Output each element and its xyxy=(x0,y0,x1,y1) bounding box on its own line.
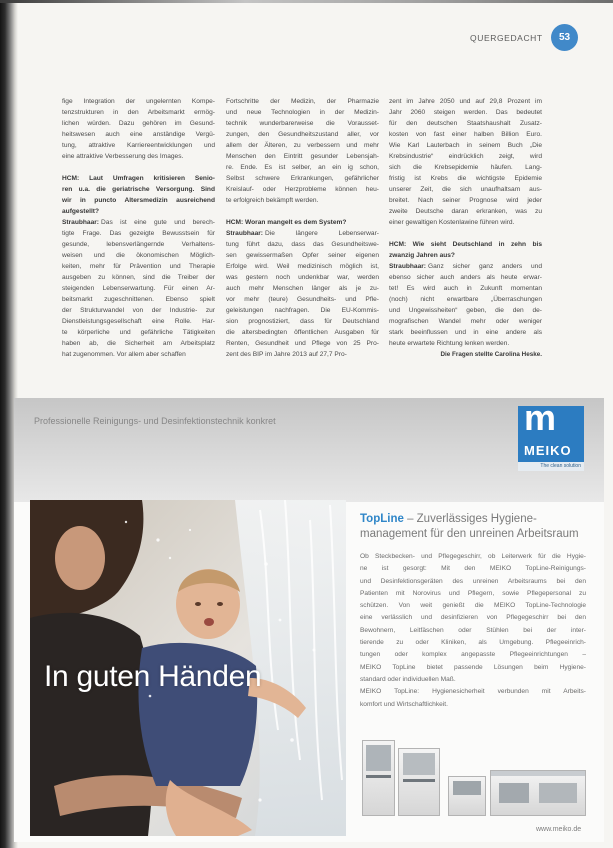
line-text: der Strukturwandel von der Industrie- zur xyxy=(62,307,215,314)
speaker-label: Straubhaar: xyxy=(389,263,427,270)
text-line xyxy=(389,151,542,162)
text-line: komfort und Wirtschaftlichkeit. xyxy=(360,700,448,708)
line-text: ren u.a. die geriatrische Versorgung. Sind xyxy=(62,186,215,193)
text-line xyxy=(62,250,215,261)
line-text: und neue Technologien in der Medizin- xyxy=(226,109,379,116)
ad-body-text xyxy=(360,551,586,711)
text-line xyxy=(226,118,379,129)
text-line xyxy=(226,338,379,349)
baby-eye xyxy=(217,602,223,606)
product-door xyxy=(403,753,435,775)
text-line xyxy=(389,349,542,360)
text-line xyxy=(62,184,215,195)
line-text: heitswesen auch eine anständige Vergü- xyxy=(62,131,215,138)
line-text: allem der Älteren, zu verbessern und mehr xyxy=(226,142,379,149)
line-text: Ganz sicher ganz anders und xyxy=(428,263,542,270)
page-number-badge: 53 xyxy=(551,24,578,51)
line-text: und Ungewissheiten“ geben, die den de- xyxy=(389,307,542,314)
ad-header-band xyxy=(14,398,604,502)
product-door xyxy=(499,783,529,803)
line-text: lichen würden. Dazu gehören im Gesund- xyxy=(62,120,215,127)
line-text: die altersbedingten öffentlichen Ausgaben für xyxy=(226,329,379,336)
text-line xyxy=(226,96,379,107)
text-line xyxy=(226,107,379,118)
text-line xyxy=(62,349,215,360)
line-text: zweite Deutsche daran erkranken, was zu xyxy=(389,208,542,215)
text-line xyxy=(226,272,379,283)
photo-caption: In guten Händen xyxy=(44,660,262,693)
line-text: Wie Karl Lauterbach in seinem Buch „Die xyxy=(389,142,542,149)
text-line xyxy=(389,327,542,338)
logo-tagline: The clean solution xyxy=(518,462,584,471)
line-text: Renten, Gesundheit und Pflege von 25 Pro- xyxy=(226,340,379,347)
product-bedpan-washer xyxy=(398,748,440,816)
line-text: technik wunderbarerweise die Vorausset- xyxy=(226,120,379,127)
line-text: te körperliche und gefährliche Tätigkeiten xyxy=(62,329,215,336)
line-text: fige Integration der ungelernten Kompe- xyxy=(62,98,215,105)
line-text: unserer Zeit, die sich unaufhaltsam aus- xyxy=(389,186,542,193)
line-text: Jahr 2060 steigen werden. Das bedeutet xyxy=(389,109,542,116)
answer-block xyxy=(62,217,215,360)
text-line xyxy=(226,294,379,305)
ad-paragraph xyxy=(360,551,586,686)
line-text: tung führt dazu, dass das Gesundheitswe- xyxy=(226,241,379,248)
text-line xyxy=(389,305,542,316)
text-line: Ob Steckbecken- und Pflegegeschirr, ob Leiterwerk für die Hygie- xyxy=(360,553,586,560)
section-label: QUERGEDACHT xyxy=(470,33,543,43)
line-text: tigte Frage. Das gezeigte Bewusstsein für xyxy=(62,230,215,237)
text-line xyxy=(62,283,215,294)
text-line: MEIKO TopLine: Hygienesicherheit verbunden mit Arbeits- xyxy=(360,688,586,696)
text-line xyxy=(389,184,542,195)
text-line xyxy=(62,206,215,217)
text-line xyxy=(62,151,215,162)
credit-block xyxy=(389,349,542,360)
product-control-strip xyxy=(366,775,391,778)
product-workstation xyxy=(490,770,586,816)
line-text: zent im Jahre 2050 und auf 29,8 Prozent im xyxy=(389,98,542,105)
article-column-2 xyxy=(226,96,379,360)
text-line xyxy=(62,327,215,338)
line-text: Menschen den Eintritt gesunder Lebensjah- xyxy=(226,153,379,160)
text-line xyxy=(62,272,215,283)
article-column-3 xyxy=(389,96,542,360)
line-text: gesunde, lebensverlängernde Verhaltens- xyxy=(62,241,215,248)
baby-mouth xyxy=(204,618,214,626)
text-line xyxy=(389,217,542,228)
headline-text: – Zuverlässiges Hygiene- xyxy=(403,513,537,525)
text-line xyxy=(389,118,542,129)
line-text: zent des BIP im Jahre 2013 auf 27,7 Pro- xyxy=(226,351,347,358)
text-line xyxy=(226,151,379,162)
scan-top-edge xyxy=(0,0,613,3)
line-text: fristig ist Krebs die wichtigste Epidemie xyxy=(389,175,542,182)
line-text: haben ab, die Sicherheit am Arbeitsplatz xyxy=(62,340,215,347)
line-text: vor mehr (teure) Gesundheits- und Pfle- xyxy=(226,296,379,303)
line-text: Kreislauf- oder Herzprobleme können heu- xyxy=(226,186,379,193)
text-line xyxy=(226,173,379,184)
line-text: heute erwartete Richtung lenken werden. xyxy=(389,340,510,347)
line-text: steigenden Lebenserwartung. Für einen Ar- xyxy=(62,285,215,292)
line-text: Fortschritte der Medizin, der Pharmazie xyxy=(226,98,379,105)
line-text: was gestern noch undenkbar war, werden xyxy=(226,274,379,281)
text-line xyxy=(62,118,215,129)
text-line xyxy=(226,140,379,151)
speaker-label: Straubhaar: xyxy=(226,230,264,237)
line-text: auch mehr Menschen länger als je zu- xyxy=(226,285,379,292)
text-line: und Desinfektionsgeräten des unreinen Arbeitsraums bei den xyxy=(360,577,586,585)
text-line xyxy=(389,206,542,217)
text-line xyxy=(389,140,542,151)
product-door xyxy=(453,781,481,795)
line-text: tenzstrukturen in den Arbeitsmarkt ermög- xyxy=(62,109,215,116)
text-line: eine verlässlich und desinfizieren von Pflegegeschirr bei den xyxy=(360,614,586,622)
answer-block xyxy=(226,228,379,360)
text-line: standard oder individuellen Maß. xyxy=(360,675,456,683)
product-countertop xyxy=(491,771,585,776)
text-line xyxy=(62,217,215,228)
product-upper-unit xyxy=(366,745,391,771)
text-line: tungen oder komplex angepasste Pflegeeinrichtungen – xyxy=(360,651,586,659)
speaker-label: Straubhaar: xyxy=(62,219,100,226)
woman-face xyxy=(55,526,105,590)
headline-line-2: management für den unreinen Arbeitsraum xyxy=(360,528,579,540)
ad-band-text: Professionelle Reinigungs- und Desinfektionstechnik konkret xyxy=(34,416,276,426)
line-text: breitet. Nach seiner Prognose wird jeder xyxy=(389,197,542,204)
line-text: ausgeben zu können, sind die Treiber der xyxy=(62,274,215,281)
line-text: re. Ende. Es ist selber, an ein ig schon, xyxy=(226,164,379,171)
line-text: Erfolge wird. Weil medizinisch möglich ist, xyxy=(226,263,379,270)
line-text: Das ist eine gute und berech- xyxy=(101,219,215,226)
line-text: HCM: Wie sieht Deutschland in zehn bis xyxy=(389,241,542,248)
line-text: HCM: Laut Umfragen kritisieren Senio- xyxy=(62,175,215,182)
text-block xyxy=(62,96,215,162)
line-text: für den deutschen Staatshaushalt Zusatz- xyxy=(389,120,542,127)
line-text: geleistungen nachfragen. Die EU-Kommis- xyxy=(226,307,379,314)
text-line xyxy=(389,261,542,272)
text-line xyxy=(389,195,542,206)
text-line xyxy=(226,195,379,206)
text-line xyxy=(62,107,215,118)
ad-headline xyxy=(360,512,594,542)
text-line xyxy=(62,338,215,349)
text-line xyxy=(226,305,379,316)
text-line xyxy=(389,239,542,250)
line-text: zungen, den Gesundheitszustand aller, vor xyxy=(226,131,379,138)
line-text: Die längere Lebenserwar- xyxy=(265,230,379,237)
line-text: weisen und die ökonomischen Möglich- xyxy=(62,252,215,259)
line-text: HCM: Woran mangelt es dem System? xyxy=(226,219,347,226)
line-text: mografischen Wandel mehr oder weniger xyxy=(389,318,542,325)
line-text: sion prognostiziert, dass für Deutschland xyxy=(226,318,379,325)
text-line xyxy=(62,140,215,151)
text-line xyxy=(226,228,379,239)
text-block xyxy=(389,96,542,228)
line-text: einer gewaltigen Kostenlawine führen wird. xyxy=(389,219,515,226)
text-line: schützen. Von weit genießt die MEIKO TopLine-Technologie xyxy=(360,602,586,610)
line-text: aufgestellt? xyxy=(62,208,100,215)
ad-website: www.meiko.de xyxy=(536,826,582,833)
text-line xyxy=(226,162,379,173)
text-line xyxy=(226,283,379,294)
text-line xyxy=(226,250,379,261)
line-text: sen gewissermaßen Opfer seiner eigenen xyxy=(226,252,379,259)
line-text: stark beeinflussen und in eine andere als xyxy=(389,329,542,336)
line-text: Selbst schwere Erkrankungen, gefährlicher xyxy=(226,175,379,182)
text-line xyxy=(389,107,542,118)
text-line xyxy=(389,338,542,349)
headline-line-1 xyxy=(360,512,594,527)
question-block xyxy=(62,173,215,217)
text-line xyxy=(62,173,215,184)
text-line xyxy=(62,239,215,250)
text-line xyxy=(226,217,379,228)
text-line: tierende zu oder Kliniken, als Umgebung. Pflegeeinrich- xyxy=(360,639,586,647)
line-text: eine attraktive Verbesserung des Images. xyxy=(62,153,184,160)
text-line: Patienten mit Norovirus und Pflegern, sowie Pflegepersonal zu xyxy=(360,589,586,597)
line-text: Krebsindustrie“ eindrücklich zeigt, wird xyxy=(389,153,542,160)
logo-name: MEIKO xyxy=(524,443,572,458)
text-line xyxy=(62,96,215,107)
text-line: ne ist gesorgt: Mit den MEIKO TopLine-Reinigungs- xyxy=(360,565,586,573)
text-line: Bewohnern, Leitfäschen oder Stühlen bei der inter- xyxy=(360,626,586,634)
text-line xyxy=(226,349,379,360)
answer-block xyxy=(389,261,542,349)
product-door xyxy=(539,783,577,803)
text-line xyxy=(62,305,215,316)
product-compact-washer xyxy=(448,776,486,816)
text-line xyxy=(62,294,215,305)
text-line xyxy=(389,173,542,184)
text-line: MEIKO TopLine bietet passende Lösungen beim Hygiene- xyxy=(360,663,586,671)
line-text: sich die Krebsepidemie häufen. Lang- xyxy=(389,164,542,171)
text-line xyxy=(389,250,542,261)
line-text: Dienstleistungsgesellschaft eine Rolle. Har- xyxy=(62,318,215,325)
line-text: te erfolgreich bekämpft werden. xyxy=(226,197,319,204)
line-text: tet! Es wird auch in Zukunft momentan xyxy=(389,285,542,292)
text-line xyxy=(389,316,542,327)
text-line xyxy=(389,272,542,283)
product-control-strip xyxy=(403,779,435,782)
line-text: zwanzig Jahren aus? xyxy=(389,252,455,259)
question-block xyxy=(226,217,379,228)
article-column-1 xyxy=(62,96,215,360)
line-text: tung, attraktive Karriereentwicklungen und xyxy=(62,142,215,149)
meiko-logo xyxy=(518,406,584,462)
text-line xyxy=(62,129,215,140)
question-block xyxy=(389,239,542,261)
text-line xyxy=(226,327,379,338)
line-text: kosten von fast einer halben Billion Euro. xyxy=(389,131,542,138)
product-tall-washer xyxy=(362,740,395,816)
text-line xyxy=(226,261,379,272)
text-line xyxy=(62,228,215,239)
line-text: (noch) nicht erwartbare „Überraschungen xyxy=(389,296,542,303)
baby-eye xyxy=(195,602,201,606)
product-lineup xyxy=(360,738,588,818)
line-text: wir in puncto Altersmedizin ausreichend xyxy=(62,197,215,204)
text-line xyxy=(389,96,542,107)
brand-name: TopLine xyxy=(360,513,404,525)
text-line xyxy=(226,184,379,195)
text-line xyxy=(226,239,379,250)
text-line xyxy=(389,162,542,173)
text-line xyxy=(62,316,215,327)
logo-letter: m xyxy=(524,406,557,438)
text-line xyxy=(62,195,215,206)
line-text: Die Fragen stellte Carolina Heske. xyxy=(440,351,542,358)
text-line xyxy=(226,129,379,140)
line-text: hat zugenommen. Vor allem aber schaffen xyxy=(62,351,186,358)
text-line xyxy=(389,129,542,140)
text-line xyxy=(389,283,542,294)
text-line xyxy=(389,294,542,305)
text-line xyxy=(226,316,379,327)
line-text: keiten, mehr für Prävention und Therapie xyxy=(62,263,215,270)
line-text: beitsmarkt zugeschnittenen. Ebenso spielt xyxy=(62,296,215,303)
text-line xyxy=(62,261,215,272)
text-block xyxy=(226,96,379,206)
line-text: ebenso sicher auch anders als heute erwar- xyxy=(389,274,542,281)
ad-paragraph xyxy=(360,686,586,711)
